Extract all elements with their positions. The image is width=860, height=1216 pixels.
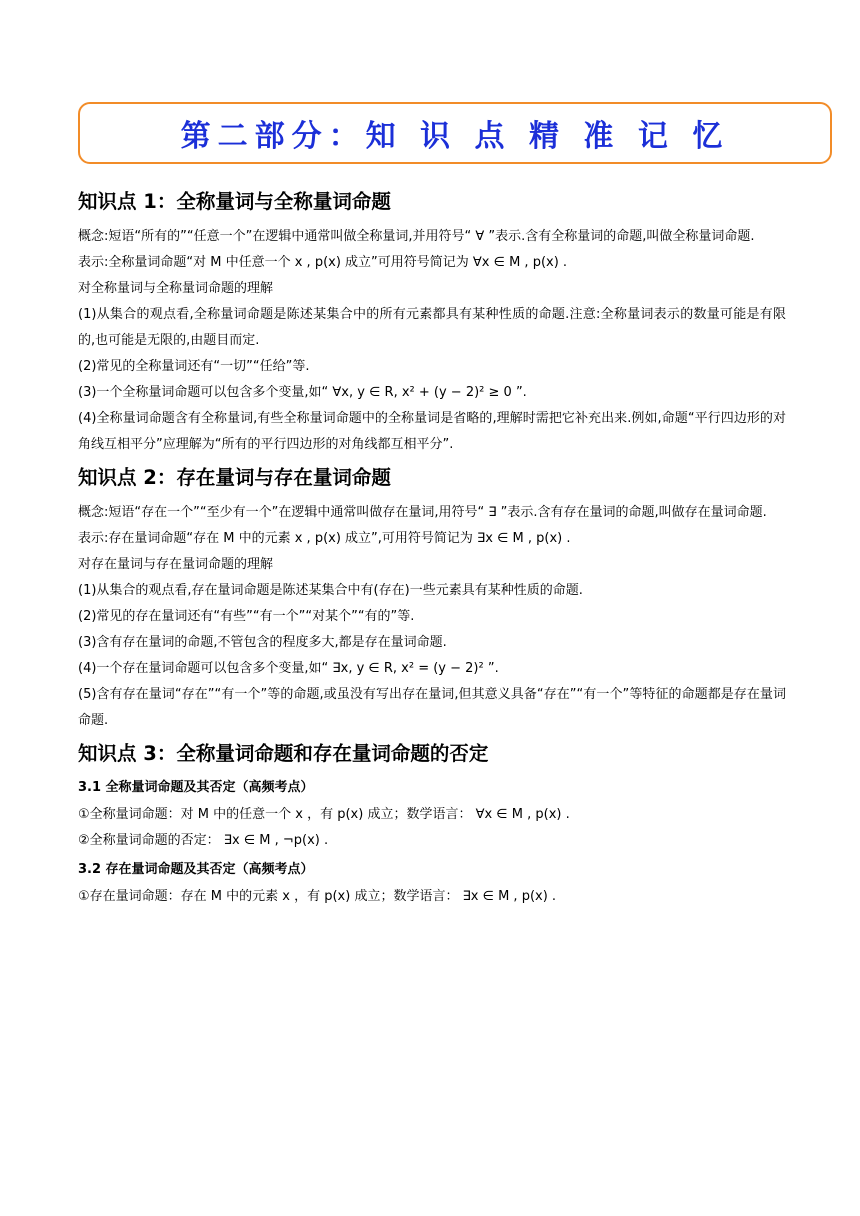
paragraph: 对全称量词与全称量词命题的理解 (78, 281, 274, 296)
document-body (78, 182, 786, 910)
paragraph: 对存在量词与存在量词命题的理解 (78, 557, 274, 572)
banner-title: 第二部分：知 识 点 精 准 记 忆 (180, 119, 730, 154)
paragraph: (3)一个全称量词命题可以包含多个变量,如“ ∀x, y ∈ R, x² + (y − 2)² ≥ 0 ”. (78, 385, 527, 400)
paragraph: ①存在量词命题：存在 M 中的元素 x ，有 p(x) 成立；数学语言： ∃x ∈ M , p(x) . (78, 889, 557, 904)
paragraph: ①全称量词命题：对 M 中的任意一个 x ，有 p(x) 成立；数学语言： ∀x ∈ M , p(x) . (78, 807, 570, 822)
paragraph: (2)常见的全称量词还有“一切”“任给”等. (78, 359, 310, 374)
paragraph: ②全称量词命题的否定： ∃x ∈ M , ¬p(x) . (78, 833, 329, 848)
paragraph: (3)含有存在量词的命题,不管包含的程度多大,都是存在量词命题. (78, 635, 447, 650)
paragraph: (4)全称量词命题含有全称量词,有些全称量词命题中的全称量词是省略的,理解时需把它补充出来.例如,命题“平行四边形的对角线互相平分”应理解为“所有的平行四边形的对角线都互相平分”. (78, 411, 786, 452)
section-heading-2: 知识点 2：存在量词与存在量词命题 (78, 466, 391, 489)
paragraph: (5)含有存在量词“存在”“有一个”等的命题,或虽没有写出存在量词,但其意义具备“存在”“有一个”等特征的命题都是存在量词命题. (78, 687, 786, 728)
section-heading-1: 知识点 1：全称量词与全称量词命题 (78, 190, 391, 213)
paragraph: (2)常见的存在量词还有“有些”“有一个”“对某个”“有的”等. (78, 609, 415, 624)
paragraph: 表示:存在量词命题“存在 M 中的元素 x , p(x) 成立”,可用符号简记为 ∃x ∈ M , p(x) . (78, 531, 571, 546)
section-banner (78, 102, 832, 164)
subsection-heading: 3.2 存在量词命题及其否定（高频考点） (78, 862, 314, 877)
paragraph: (4)一个存在量词命题可以包含多个变量,如“ ∃x, y ∈ R, x² = (y − 2)² ”. (78, 661, 499, 676)
section-heading-3: 知识点 3：全称量词命题和存在量词命题的否定 (78, 742, 489, 765)
paragraph: (1)从集合的观点看,全称量词命题是陈述某集合中的所有元素都具有某种性质的命题.注意:全称量词表示的数量可能是有限的,也可能是无限的,由题目而定. (78, 307, 786, 348)
paragraph: (1)从集合的观点看,存在量词命题是陈述某集合中有(存在)一些元素具有某种性质的命题. (78, 583, 583, 598)
subsection-heading: 3.1 全称量词命题及其否定（高频考点） (78, 780, 314, 795)
paragraph: 概念:短语“存在一个”“至少有一个”在逻辑中通常叫做存在量词,用符号“ ∃ ”表示.含有存在量词的命题,叫做存在量词命题. (78, 505, 767, 520)
paragraph: 概念:短语“所有的”“任意一个”在逻辑中通常叫做全称量词,并用符号“ ∀ ”表示.含有全称量词的命题,叫做全称量词命题. (78, 229, 755, 244)
paragraph: 表示:全称量词命题“对 M 中任意一个 x , p(x) 成立”可用符号简记为 ∀x ∈ M , p(x) . (78, 255, 568, 270)
